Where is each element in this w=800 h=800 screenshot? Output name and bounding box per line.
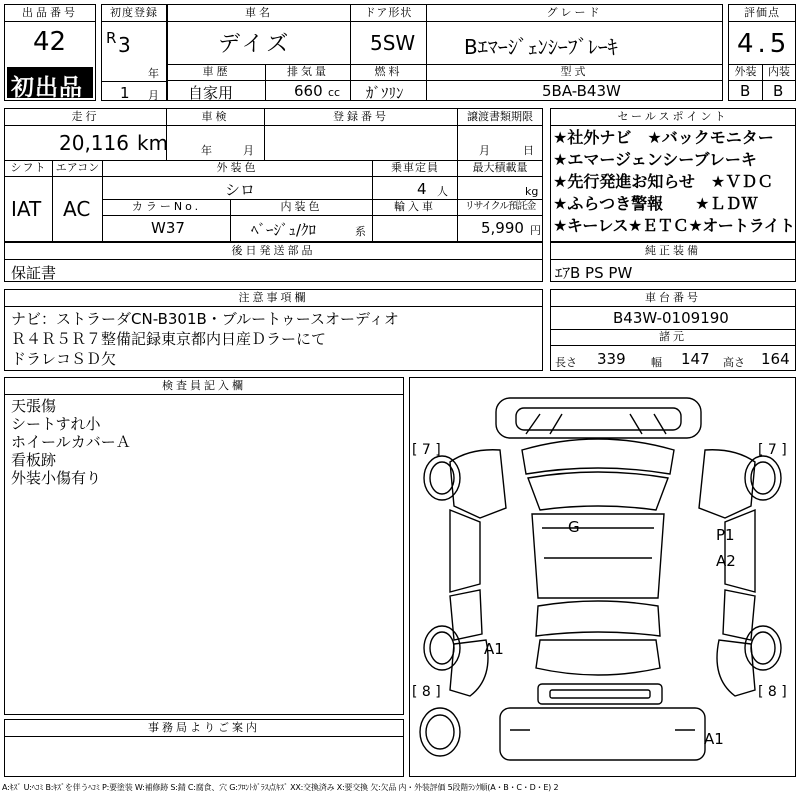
sales-points-list bbox=[553, 127, 795, 237]
note-line: Ｒ４Ｒ５Ｒ７整備記録東京都内日産Ｄラーにて bbox=[11, 330, 327, 348]
model-code: 5BA-B43W bbox=[542, 82, 621, 100]
month-unit: 月 bbox=[148, 89, 159, 102]
exterior-grade: B bbox=[740, 82, 751, 100]
registration-number-header: 登録番号 bbox=[265, 109, 458, 126]
interior-grade: B bbox=[773, 82, 784, 100]
sales-point: ★社外ナビ ★バックモニター bbox=[553, 128, 774, 147]
aircon-header: エアコン bbox=[53, 160, 103, 177]
exterior-grade-header: 外装 bbox=[729, 64, 763, 81]
later-parts-value: 保証書 bbox=[11, 264, 57, 282]
vehicle-name-header: 車名 bbox=[168, 5, 351, 22]
vehicle-detail-block bbox=[4, 108, 543, 242]
recycle-header: リサイクル預託金 bbox=[458, 199, 542, 216]
sales-point: ★ふらつき警報 ★ＬＤＷ bbox=[553, 194, 758, 213]
model-code-header: 型式 bbox=[427, 64, 722, 81]
divider bbox=[102, 81, 166, 82]
load-unit: kg bbox=[525, 185, 539, 198]
transfer-month-unit: 月 bbox=[479, 144, 490, 157]
lot-number-cell bbox=[4, 4, 96, 101]
transfer-day-unit: 日 bbox=[523, 144, 534, 157]
length-label: 長さ bbox=[555, 356, 577, 369]
first-registration-header: 初度登録 bbox=[102, 5, 166, 22]
capacity: 4 bbox=[417, 180, 427, 198]
tire-rear-right: [ 8 ] bbox=[758, 684, 787, 700]
score-header: 評価点 bbox=[729, 5, 795, 22]
first-listing-label: 初出品 bbox=[11, 75, 83, 101]
inspection-header: 車検 bbox=[167, 109, 265, 126]
mileage: 20,116 bbox=[59, 131, 129, 155]
width: 147 bbox=[681, 350, 710, 368]
later-parts-header: 後日発送部品 bbox=[5, 243, 542, 260]
displacement: 660 bbox=[294, 82, 323, 100]
chassis-block bbox=[550, 289, 796, 371]
length: 339 bbox=[597, 350, 626, 368]
damage-mark-g: G bbox=[568, 518, 580, 536]
capacity-header: 乗車定員 bbox=[373, 160, 458, 177]
sales-point: ★先行発進お知らせ ★ＶＤＣ bbox=[553, 172, 774, 191]
sales-point: ★キーレス★ＥＴＣ★オートライト bbox=[553, 216, 795, 235]
fuel: ｶﾞｿﾘﾝ bbox=[366, 84, 404, 102]
chassis-number: B43W-0109190 bbox=[613, 309, 729, 327]
shift-header: シフト bbox=[5, 160, 53, 177]
inspection-item: シートすれ小 bbox=[11, 415, 101, 433]
exterior-color: シロ bbox=[225, 181, 256, 199]
divider bbox=[265, 126, 458, 161]
mileage-unit: km bbox=[137, 131, 169, 155]
grade: Bｴﾏｰｼﾞｪﾝｼｰﾌﾞﾚｰｷ bbox=[464, 35, 618, 59]
damage-diagram bbox=[409, 377, 796, 777]
exterior-color-header: 外装色 bbox=[103, 160, 373, 177]
vehicle-name: デイズ bbox=[218, 32, 292, 57]
inspection-year-unit: 年 bbox=[201, 144, 212, 157]
damage-mark-a2: A2 bbox=[716, 552, 736, 570]
displacement-unit: cc bbox=[328, 86, 341, 99]
import-header: 輸入車 bbox=[373, 199, 458, 216]
era: R bbox=[106, 29, 117, 47]
height-label: 高さ bbox=[723, 356, 745, 369]
legend-footer: A:ｷｽﾞ U:ﾍｺﾐ B:ｷｽﾞを伴うﾍｺﾐ P:要塗装 W:補修跡 S:錆 C:腐食、穴 G:ﾌﾛﾝﾄｶﾞﾗｽ点ｷｽﾞ XX:交換済み X:要交換 欠:欠品 内・外装評価 5段階ﾗﾝｸ順(A・B・C・D・E) 2 bbox=[2, 783, 559, 792]
genuine-equipment-header: 純正装備 bbox=[551, 243, 795, 260]
color-number-header: カラーNo. bbox=[103, 199, 231, 216]
notes-list bbox=[11, 309, 399, 369]
genuine-equipment-block bbox=[550, 242, 796, 282]
inspection-item: 看板跡 bbox=[11, 451, 57, 469]
tire-front-right: [ 7 ] bbox=[758, 442, 787, 458]
inspection-item: 天張傷 bbox=[11, 397, 57, 415]
history-header: 車歴 bbox=[168, 64, 266, 81]
inspection-month-unit: 月 bbox=[243, 144, 254, 157]
grade-header: グレード bbox=[427, 5, 722, 22]
genuine-equipment-value: ｴｱB PS PW bbox=[555, 264, 633, 282]
displacement-header: 排気量 bbox=[266, 64, 351, 81]
lot-number-header: 出品番号 bbox=[5, 5, 95, 22]
interior-color-header: 内装色 bbox=[231, 199, 373, 216]
door-type-header: ドア形状 bbox=[351, 5, 427, 22]
overall-score: 4.5 bbox=[737, 29, 791, 59]
door-type: 5SW bbox=[370, 31, 416, 55]
interior-color-unit: 系 bbox=[355, 225, 366, 238]
note-line: ドラレコＳＤ欠 bbox=[11, 350, 117, 368]
width-label: 幅 bbox=[651, 356, 662, 369]
color-number: W37 bbox=[151, 219, 185, 237]
car-outline bbox=[410, 378, 795, 776]
damage-mark-a1-bottom: A1 bbox=[704, 730, 724, 748]
inspector-header: 検査員記入欄 bbox=[5, 378, 403, 395]
transfer-deadline-header: 譲渡書類期限 bbox=[458, 109, 542, 126]
inspector-list bbox=[11, 397, 131, 487]
max-load-header: 最大積載量 bbox=[458, 160, 542, 177]
sales-point: ★エマージェンシーブレーキ bbox=[553, 150, 757, 169]
sales-points-block bbox=[550, 108, 796, 242]
inspection-item: ホイールカバーＡ bbox=[11, 433, 131, 451]
first-registration-cell bbox=[101, 4, 167, 101]
dimensions-header: 諸元 bbox=[551, 329, 795, 346]
note-line: ナビ：ストラーダCN-B301B・ブルートゥースオーディオ bbox=[11, 310, 399, 328]
lot-number: 42 bbox=[33, 27, 67, 57]
chassis-number-header: 車台番号 bbox=[551, 290, 795, 307]
tire-front-left: [ 7 ] bbox=[412, 442, 441, 458]
interior-color: ﾍﾞｰｼﾞｭ/ｸﾛ bbox=[251, 221, 317, 239]
notes-header: 注意事項欄 bbox=[5, 290, 542, 307]
divider bbox=[373, 216, 458, 241]
inspection-item: 外装小傷有り bbox=[11, 469, 102, 487]
inspector-block bbox=[4, 377, 404, 715]
vehicle-info-block bbox=[167, 4, 723, 101]
aircon: AC bbox=[63, 197, 91, 221]
later-parts-block bbox=[4, 242, 543, 282]
registration-year: 3 bbox=[118, 33, 131, 57]
interior-grade-header: 内装 bbox=[763, 64, 795, 81]
office-header: 事務局よりご案内 bbox=[5, 720, 403, 737]
height: 164 bbox=[761, 350, 790, 368]
shift: IAT bbox=[11, 197, 42, 221]
capacity-unit: 人 bbox=[437, 185, 448, 198]
vehicle-history: 自家用 bbox=[188, 84, 234, 102]
damage-mark-a1-left: A1 bbox=[484, 640, 504, 658]
score-cell bbox=[728, 4, 796, 101]
mileage-header: 走行 bbox=[5, 109, 167, 126]
tire-rear-left: [ 8 ] bbox=[412, 684, 441, 700]
fuel-header: 燃料 bbox=[351, 64, 427, 81]
recycle-fee: 5,990 bbox=[481, 219, 524, 237]
recycle-fee-unit: 円 bbox=[530, 224, 541, 237]
sales-points-header: セールスポイント bbox=[551, 109, 795, 126]
office-block bbox=[4, 719, 404, 777]
notes-block bbox=[4, 289, 543, 371]
year-unit: 年 bbox=[148, 67, 159, 80]
damage-mark-p1: P1 bbox=[716, 526, 735, 544]
registration-month: 1 bbox=[120, 84, 130, 102]
